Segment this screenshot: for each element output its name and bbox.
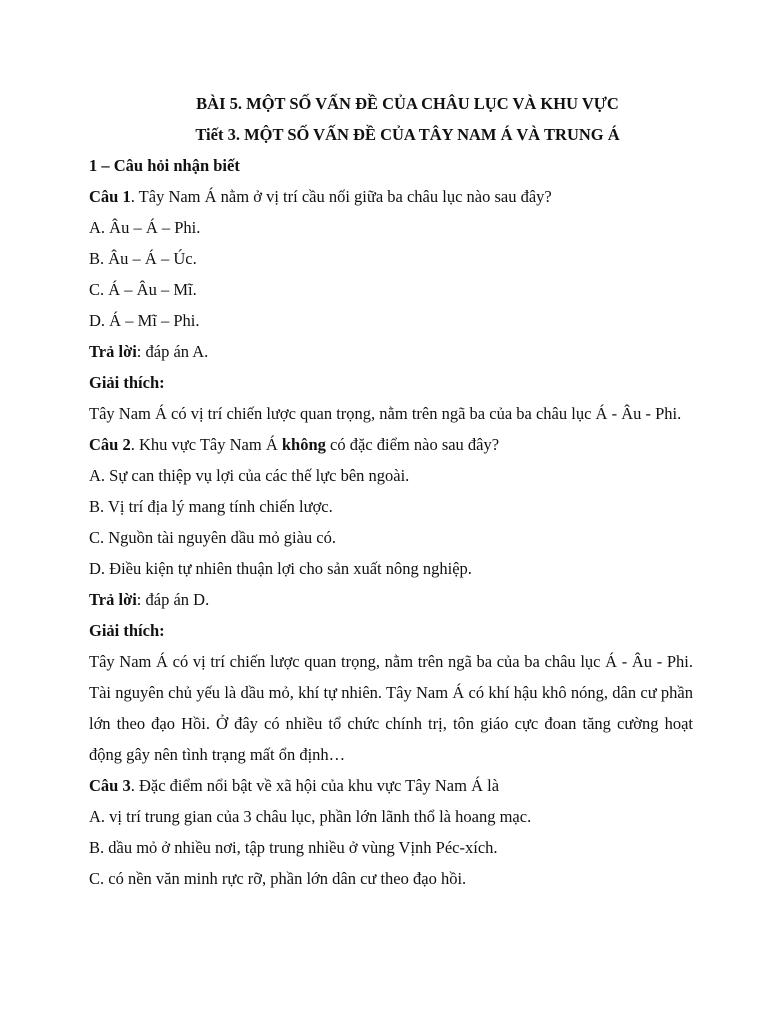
question-1-explanation: Tây Nam Á có vị trí chiến lược quan trọng, nằm trên ngã ba của ba châu lục Á - Âu - Phi.: [89, 404, 682, 423]
section-heading: 1 – Câu hỏi nhận biết: [89, 156, 240, 175]
question-3-text: . Đặc điểm nổi bật về xã hội của khu vực Tây Nam Á là: [130, 776, 500, 795]
question-3: [89, 770, 708, 801]
question-2: [89, 429, 708, 460]
question-2-label: Câu 2: [89, 435, 131, 454]
lesson-subtitle: Tiết 3. MỘT SỐ VẤN ĐỀ CỦA TÂY NAM Á VÀ TRUNG Á: [195, 125, 620, 144]
question-2-option-c: C. Nguồn tài nguyên dầu mỏ giàu có.: [89, 528, 337, 547]
lesson-title: BÀI 5. MỘT SỐ VẤN ĐỀ CỦA CHÂU LỤC VÀ KHU VỰC: [196, 94, 619, 113]
question-2-explanation: Tây Nam Á có vị trí chiến lược quan trọng, nằm trên ngã ba của ba châu lục Á - Âu - Phi. Tài nguyên chủ yếu là dầu mỏ, khí tự nhiên. Tây Nam Á có khí hậu khô nóng, dân cư phần lớn theo đạo Hồi. Ở đây có nhiều tổ chức chính trị, tôn giáo cực đoan tăng cường hoạt động gây nên tình trạng mất ổn định…: [89, 652, 693, 764]
question-3-option-a: A. vị trí trung gian của 3 châu lục, phần lớn lãnh thổ là hoang mạc.: [89, 807, 532, 826]
question-1-explain-label: Giải thích:: [89, 373, 165, 392]
question-1: [89, 181, 708, 212]
question-3-option-b: B. dầu mỏ ở nhiều nơi, tập trung nhiều ở vùng Vịnh Péc-xích.: [89, 838, 498, 857]
question-2-text-before: . Khu vực Tây Nam Á: [130, 435, 282, 454]
question-2-option-a: A. Sự can thiệp vụ lợi của các thế lực bên ngoài.: [89, 466, 410, 485]
question-1-option-d: D. Á – Mĩ – Phi.: [89, 311, 200, 330]
question-1-answer-label: Trả lời: [89, 342, 137, 361]
question-2-option-d: D. Điều kiện tự nhiên thuận lợi cho sản xuất nông nghiệp.: [89, 559, 472, 578]
question-2-explain-label: Giải thích:: [89, 621, 165, 640]
question-2-text-bold: không: [281, 435, 326, 454]
question-1-option-a: A. Âu – Á – Phi.: [89, 218, 201, 237]
question-2-answer-label: Trả lời: [89, 590, 137, 609]
question-1-option-c: C. Á – Âu – Mĩ.: [89, 280, 197, 299]
question-1-answer: [89, 336, 708, 367]
question-2-text-after: có đặc điểm nào sau đây?: [325, 435, 500, 454]
question-3-label: Câu 3: [89, 776, 131, 795]
question-1-label: Câu 1: [89, 187, 131, 206]
question-2-option-b: B. Vị trí địa lý mang tính chiến lược.: [89, 497, 333, 516]
question-3-option-c: C. có nền văn minh rực rỡ, phần lớn dân cư theo đạo hồi.: [89, 869, 467, 888]
question-1-answer-text: : đáp án A.: [136, 342, 209, 361]
question-2-answer-text: : đáp án D.: [136, 590, 210, 609]
question-1-text: . Tây Nam Á nằm ở vị trí cầu nối giữa ba châu lục nào sau đây?: [130, 187, 552, 206]
question-2-answer: [89, 584, 708, 615]
question-1-option-b: B. Âu – Á – Úc.: [89, 249, 197, 268]
